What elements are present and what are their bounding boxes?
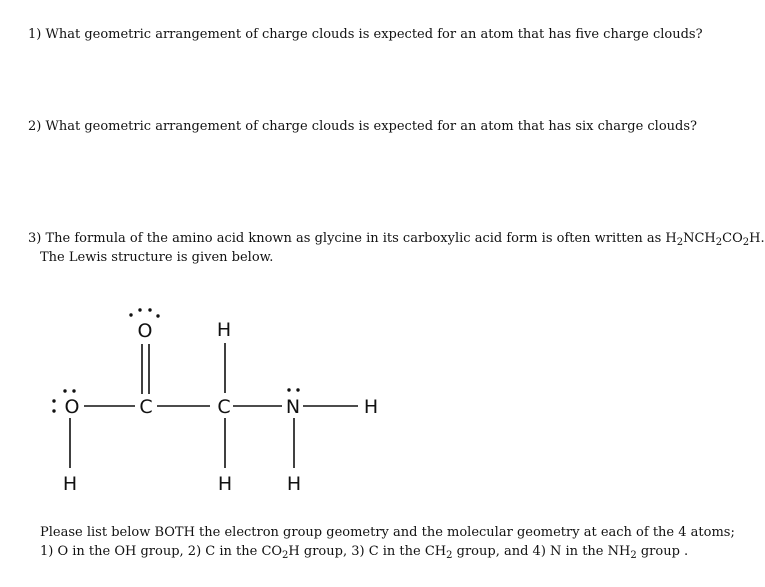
formula-subscript: 2: [282, 550, 289, 561]
formula-part: NCH: [683, 231, 716, 246]
instructions-line-1: Please list below BOTH the electron group geometry and the molecular geometry at each of the 4 atoms;: [40, 525, 735, 540]
instructions-line-2: [40, 542, 688, 561]
formula-part: H.: [749, 231, 765, 246]
atom-o-hydroxyl: O: [64, 396, 80, 418]
atom-h-n-right: H: [363, 396, 379, 418]
atom-c-carboxyl: C: [139, 396, 153, 418]
atom-h-c-top: H: [216, 319, 232, 341]
atom-o-carbonyl: O: [137, 320, 153, 342]
instructions-text: group, and 4) N in the NH: [452, 544, 631, 559]
instructions-text: group .: [636, 544, 689, 559]
question-3-line-2: The Lewis structure is given below.: [40, 250, 274, 265]
formula-subscript: 2: [742, 237, 750, 248]
question-1: 1) What geometric arrangement of charge clouds is expected for an atom that has five charge clouds?: [28, 27, 703, 42]
formula-part: CO: [722, 231, 743, 246]
instructions-text: H group, 3) C in the CH: [288, 544, 447, 559]
formula-subscript: 2: [630, 550, 637, 561]
question-3-text: 3) The formula of the amino acid known as glycine in its carboxylic acid form is often written as H: [28, 231, 677, 246]
atom-h-o: H: [62, 473, 78, 495]
formula-subscript: 2: [446, 550, 453, 561]
atom-c-alpha: C: [217, 396, 231, 418]
lone-pair-dots: [52, 308, 299, 412]
atom-n-amine: N: [285, 396, 301, 418]
atom-h-c-bottom: H: [217, 473, 233, 495]
formula-subscript: 2: [676, 237, 684, 248]
instructions-text: 1) O in the OH group, 2) C in the CO: [40, 544, 283, 559]
formula-subscript: 2: [715, 237, 723, 248]
question-2: 2) What geometric arrangement of charge clouds is expected for an atom that has six charge clouds?: [28, 119, 697, 134]
atom-h-n-bottom: H: [286, 473, 302, 495]
